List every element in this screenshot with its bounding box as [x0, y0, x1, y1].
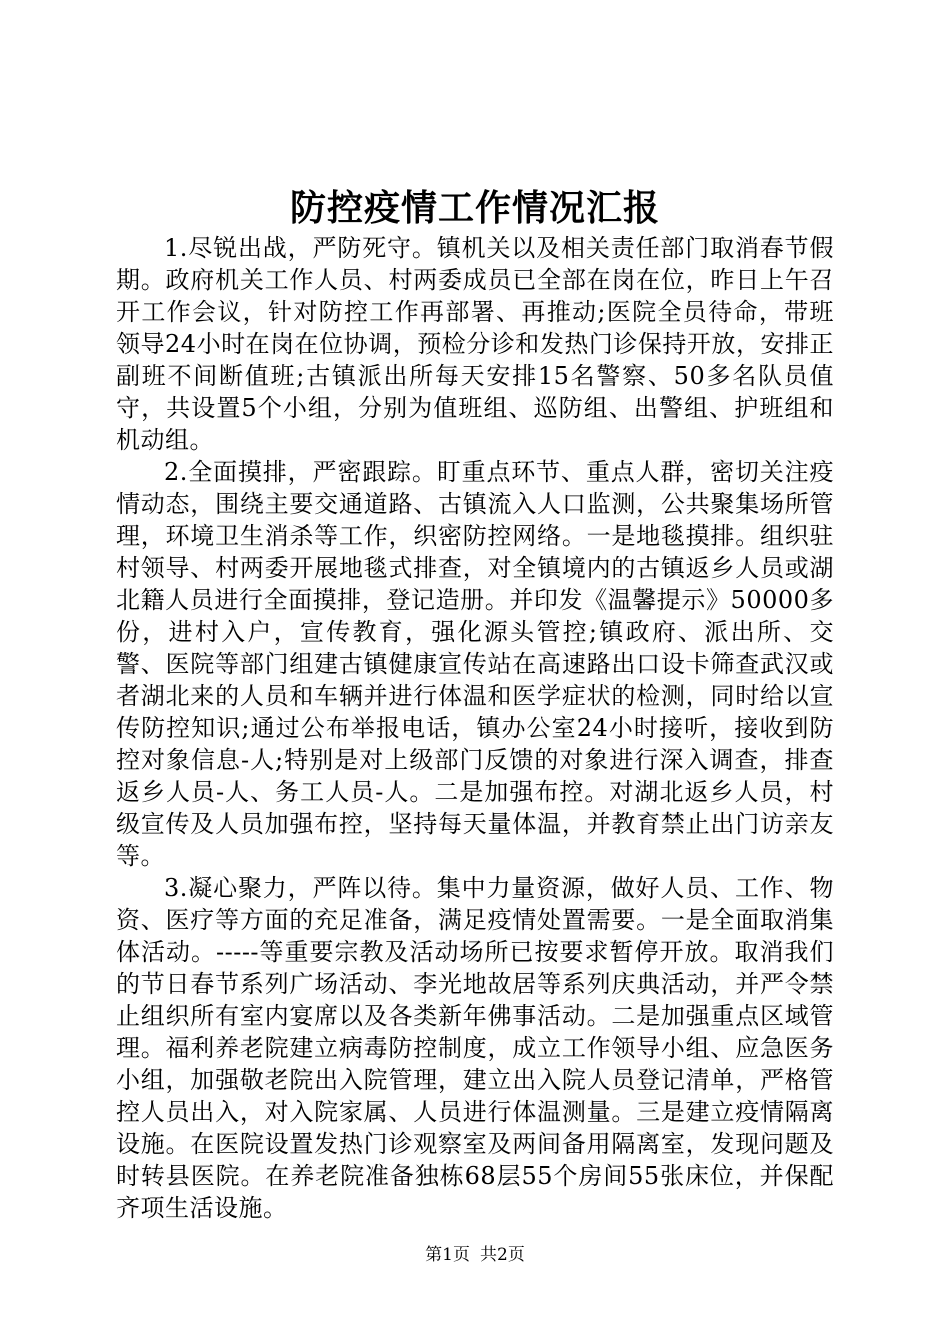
page-total: 共2页: [480, 1245, 525, 1265]
paragraph-1: 1.尽锐出战，严防死守。镇机关以及相关责任部门取消春节假期。政府机关工作人员、村两委成员已全部在岗在位，昨日上午召开工作会议，针对防控工作再部署、再推动;医院全员待命，带班领导24小时在岗在位协调，预检分诊和发热门诊保持开放，安排正副班不间断值班;古镇派出所每天安排15名警察、50多名队员值守，共设置5个小组，分别为值班组、巡防组、出警组、护班组和机动组。: [116, 234, 834, 454]
paragraph-2: 2.全面摸排，严密跟踪。盯重点环节、重点人群，密切关注疫情动态，围绕主要交通道路、古镇流入人口监测，公共聚集场所管理，环境卫生消杀等工作，织密防控网络。一是地毯摸排。组织驻村领导、村两委开展地毯式排查，对全镇境内的古镇返乡人员或湖北籍人员进行全面摸排，登记造册。并印发《温馨提示》50000多份，进村入户，宣传教育，强化源头管控;镇政府、派出所、交警、医院等部门组建古镇健康宣传站在高速路出口设卡筛查武汉或者湖北来的人员和车辆并进行体温和医学症状的检测，同时给以宣传防控知识;通过公布举报电话，镇办公室24小时接听，接收到防控对象信息-人;特别是对上级部门反馈的对象进行深入调查，排查返乡人员-人、务工人员-人。二是加强布控。对湖北返乡人员，村级宣传及人员加强布控，坚持每天量体温，并教育禁止出门访亲友等。: [116, 458, 834, 870]
page-footer: [0, 1243, 950, 1267]
document-body: [116, 232, 834, 1224]
page-number: 第1页: [425, 1245, 470, 1265]
paragraph-3: 3.凝心聚力，严阵以待。集中力量资源，做好人员、工作、物资、医疗等方面的充足准备，满足疫情处置需要。一是全面取消集体活动。-----等重要宗教及活动场所已按要求暂停开放。取消我们的节日春节系列广场活动、李光地故居等系列庆典活动，并严令禁止组织所有室内宴席以及各类新年佛事活动。二是加强重点区域管理。福利养老院建立病毒防控制度，成立工作领导小组、应急医务小组，加强敬老院出入院管理，建立出入院人员登记清单，严格管控人员出入，对入院家属、人员进行体温测量。三是建立疫情隔离设施。在医院设置发热门诊观察室及两间备用隔离室，发现问题及时转县医院。在养老院准备独栋68层55个房间55张床位，并保配齐项生活设施。: [116, 874, 834, 1222]
document-title: 防控疫情工作情况汇报: [289, 187, 660, 229]
